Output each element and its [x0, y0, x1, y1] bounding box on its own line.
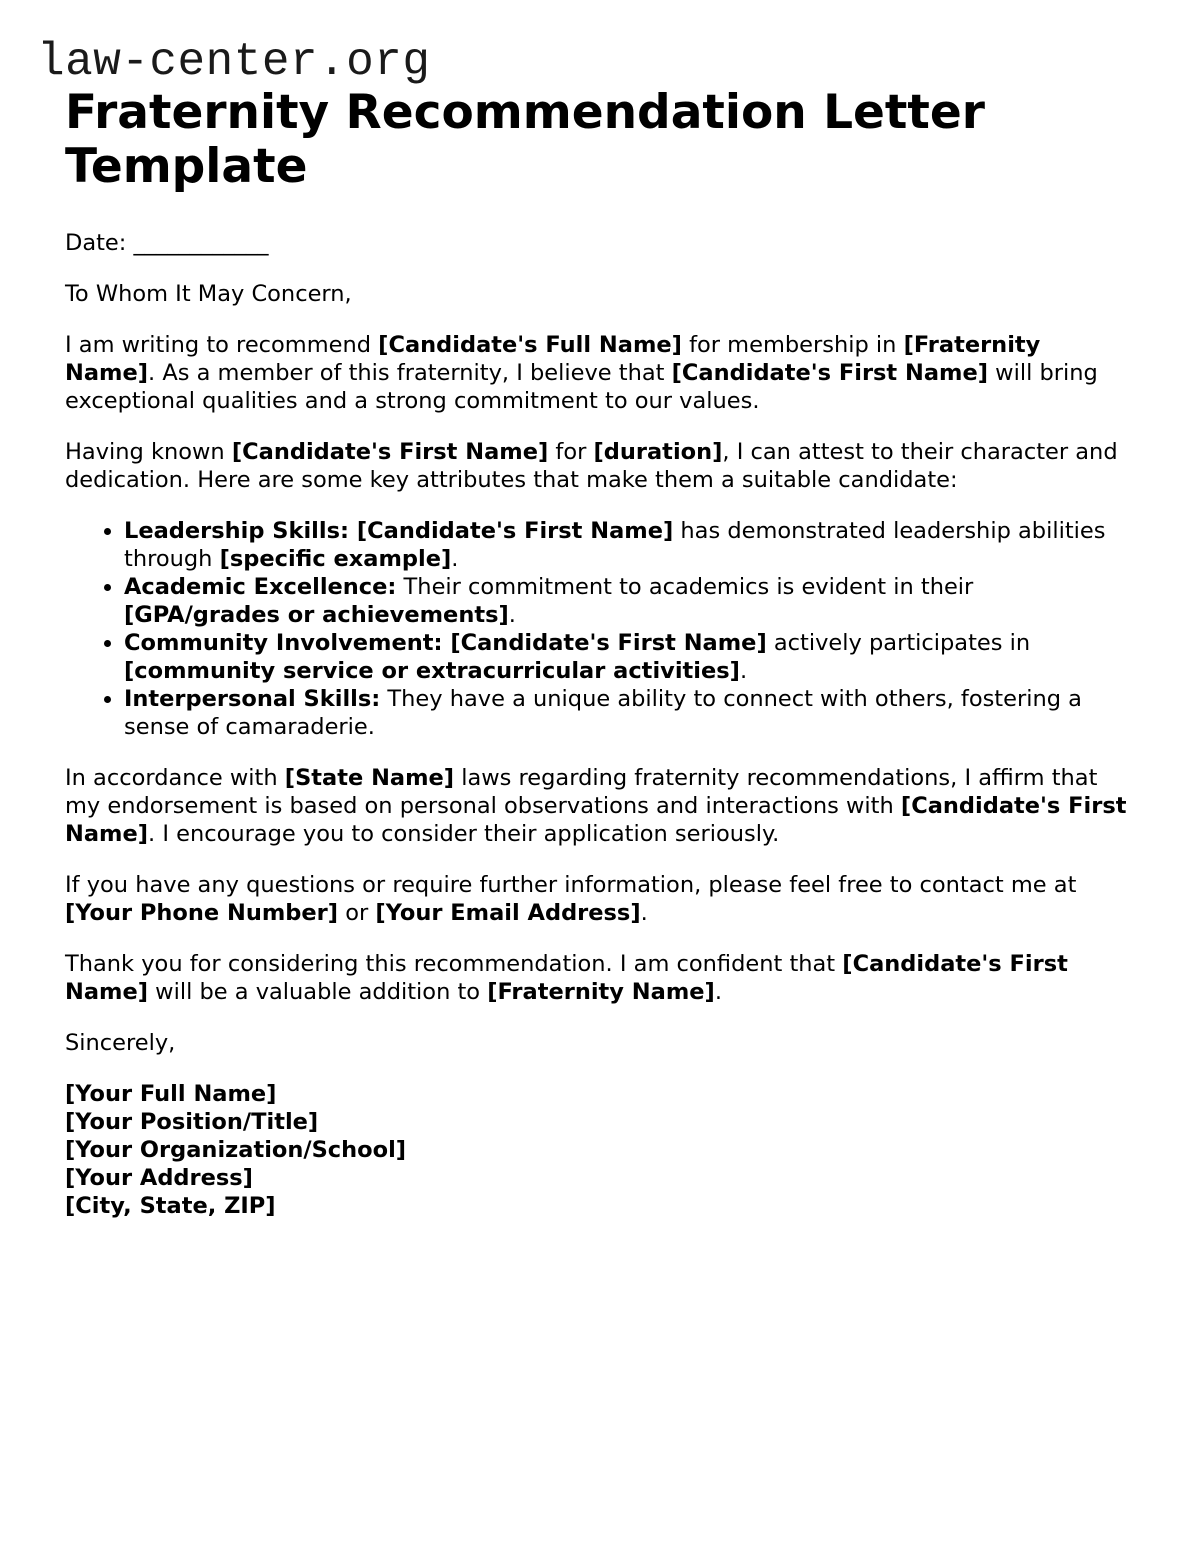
text: has demonstrated leadership abilities through [124, 518, 1106, 572]
date-line [65, 229, 1135, 257]
placeholder-duration: [duration] [593, 439, 723, 465]
text: for [548, 439, 594, 465]
placeholder-candidate-full-name: [Candidate's Full Name] [378, 332, 682, 358]
placeholder: [GPA/grades or achievements] [124, 602, 509, 628]
site-watermark: law-center.org [37, 36, 431, 88]
text: Having known [65, 439, 232, 465]
date-blank: ____________ [133, 230, 269, 256]
attribute-label: Academic Excellence: [124, 574, 397, 600]
text: . As a member of this fraternity, I believe that [148, 360, 672, 386]
attribute-label: Community Involvement: [124, 630, 451, 656]
text: Thank you for considering this recommendation. I am confident that [65, 951, 843, 977]
document-title: Fraternity Recommendation Letter Template [65, 85, 985, 194]
text: for membership in [681, 332, 904, 358]
letter-document [65, 86, 1135, 1220]
salutation: To Whom It May Concern, [65, 281, 352, 307]
signature-city-state-zip: [City, State, ZIP] [65, 1193, 276, 1219]
placeholder-fraternity-name: [Fraternity Name] [487, 979, 715, 1005]
text: Their commitment to academics is evident in their [396, 574, 974, 600]
placeholder: [community service or extracurricular activities] [124, 658, 740, 684]
placeholder: [Candidate's First Name] [356, 518, 674, 544]
list-item [124, 573, 1135, 629]
intro-paragraph [65, 331, 1135, 415]
placeholder-candidate-first-name: [Candidate's First Name] [65, 951, 1068, 1005]
placeholder-candidate-first-name: [Candidate's First Name] [671, 360, 989, 386]
text: . [451, 546, 459, 572]
text: If you have any questions or require further information, please feel free to contact me at [65, 872, 1077, 898]
list-item [124, 685, 1135, 741]
text: . [714, 979, 722, 1005]
placeholder: [specific example] [219, 546, 452, 572]
text: will be a valuable addition to [148, 979, 488, 1005]
signature-position: [Your Position/Title] [65, 1109, 319, 1135]
placeholder-state-name: [State Name] [284, 765, 455, 791]
text: . I encourage you to consider their application seriously. [148, 821, 780, 847]
list-item [124, 517, 1135, 573]
text: or [338, 900, 376, 926]
affirmation-paragraph [65, 764, 1135, 848]
text: They have a unique ability to connect with others, fostering a sense of camaraderie. [124, 686, 1082, 740]
signature-full-name: [Your Full Name] [65, 1081, 277, 1107]
signature-block [65, 1080, 1135, 1220]
placeholder: [Candidate's First Name] [450, 630, 767, 656]
contact-paragraph [65, 871, 1135, 927]
text: I am writing to recommend [65, 332, 379, 358]
signature-address: [Your Address] [65, 1165, 253, 1191]
date-label: Date: [65, 230, 127, 256]
text: In accordance with [65, 765, 285, 791]
thanks-paragraph [65, 950, 1135, 1006]
attribute-label: Interpersonal Skills: [124, 686, 381, 712]
text: actively participates in [766, 630, 1031, 656]
text: . [640, 900, 648, 926]
signature-organization: [Your Organization/School] [65, 1137, 407, 1163]
attribute-label: Leadership Skills: [124, 518, 357, 544]
text: . [739, 658, 748, 684]
list-item [124, 629, 1135, 685]
placeholder-candidate-first-name: [Candidate's First Name] [231, 439, 549, 465]
text: will bring exceptional qualities and a strong commitment to our values. [65, 360, 1098, 414]
placeholder-candidate-first-name: [Candidate's First Name] [65, 793, 1127, 847]
placeholder-phone-number: [Your Phone Number] [65, 900, 339, 926]
placeholder-email-address: [Your Email Address] [375, 900, 641, 926]
text: laws regarding fraternity recommendations, I affirm that my endorsement is based on personal observations and interactions with [65, 765, 1098, 819]
acquaintance-paragraph [65, 438, 1135, 494]
attributes-list [65, 517, 1135, 741]
closing: Sincerely, [65, 1030, 176, 1056]
text: , I can attest to their character and dedication. Here are some key attributes that make them a suitable candidate: [65, 439, 1118, 493]
placeholder-fraternity-name: [Fraternity Name] [65, 332, 1041, 386]
text: . [508, 602, 516, 628]
